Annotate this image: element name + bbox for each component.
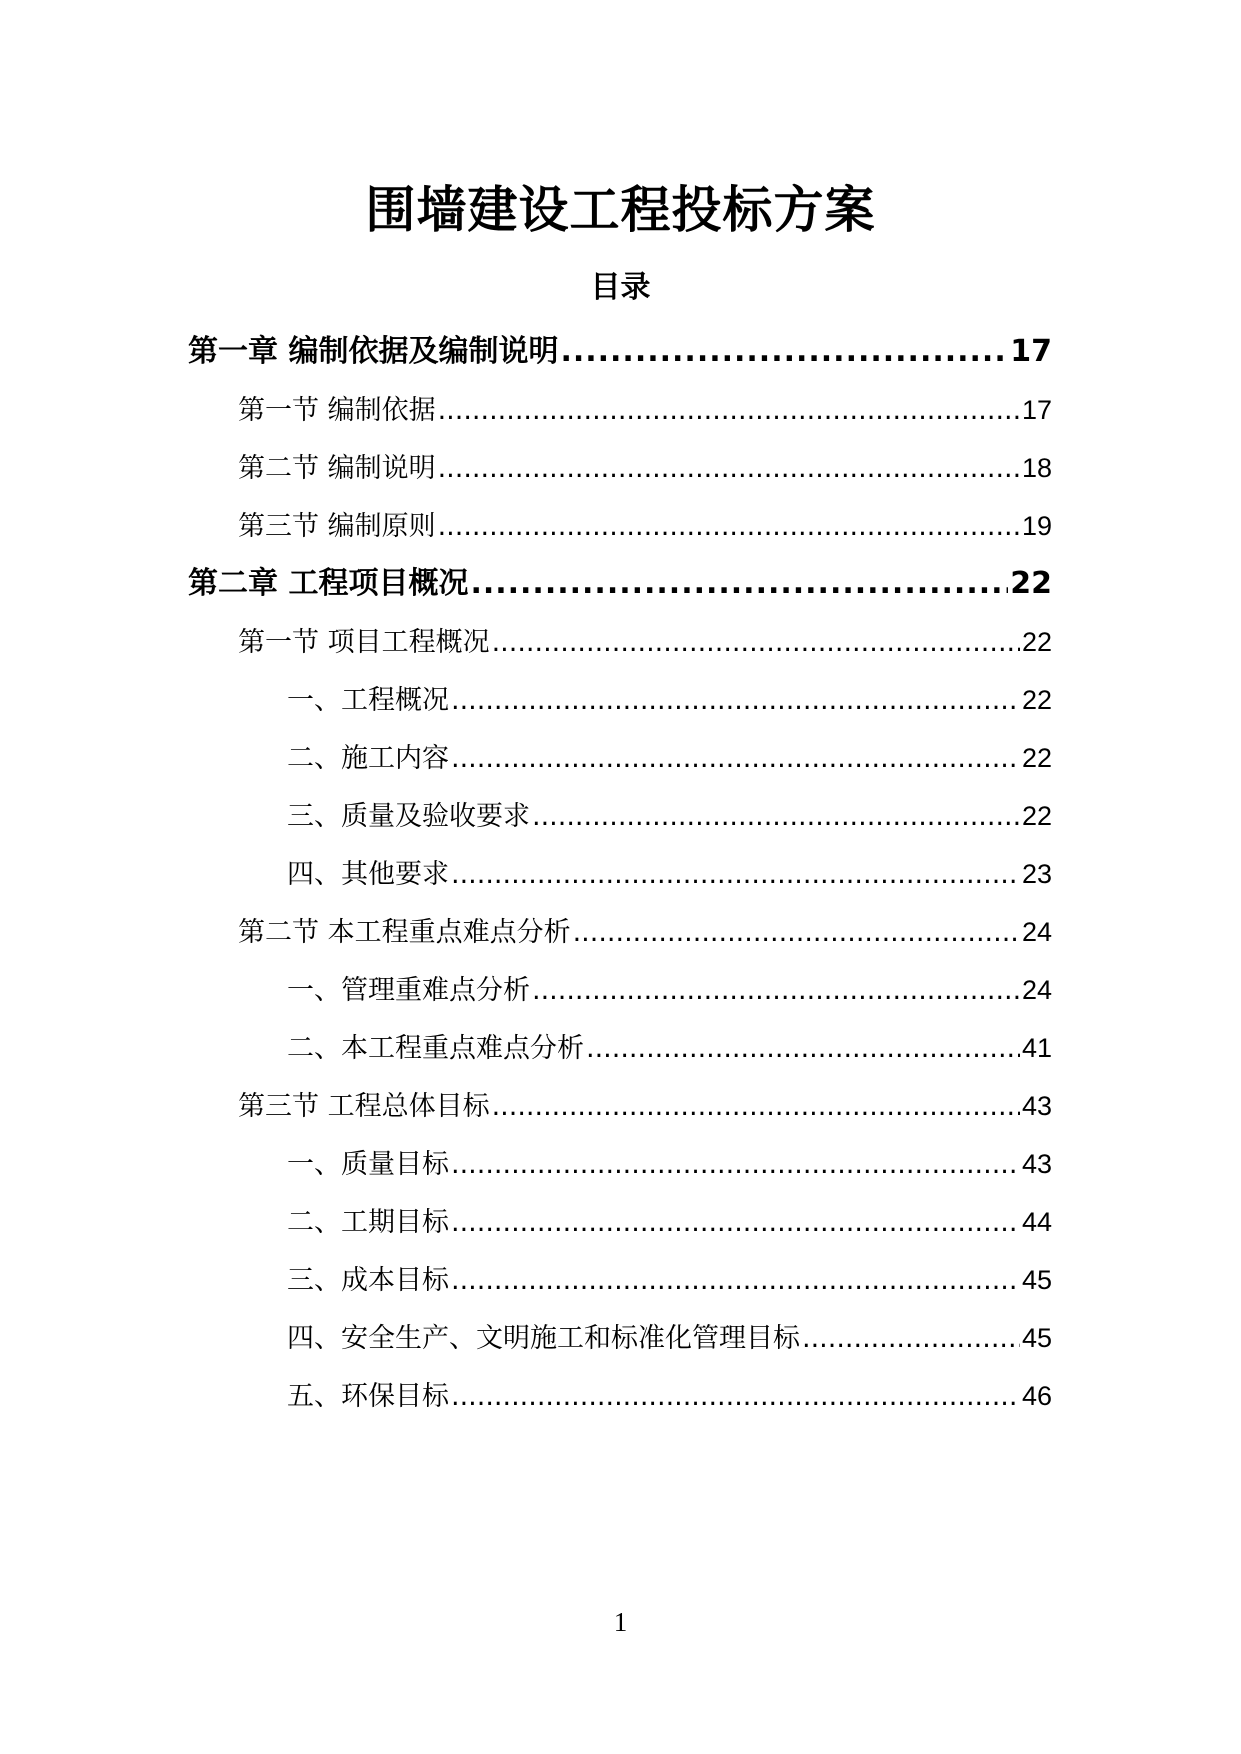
toc-entry-text: 四、其他要求 (287, 859, 449, 890)
toc-entry-subsection[interactable] (287, 850, 1052, 898)
toc-entry-section[interactable] (238, 908, 1052, 956)
dot-leader (451, 735, 1020, 782)
toc-entry-text: 第三节 工程总体目标 (238, 1091, 490, 1122)
toc-entry-text: 二、本工程重点难点分析 (287, 1033, 584, 1064)
toc-heading: 目录 (590, 270, 651, 305)
toc-entry-page: 45 (1021, 1265, 1052, 1295)
dot-leader (532, 793, 1020, 840)
document-title: 围墙建设工程投标方案 (365, 181, 876, 239)
toc-entry-text: 第三节 编制原则 (238, 511, 436, 542)
toc-entry-section[interactable] (238, 444, 1052, 492)
toc-entry-text: 二、施工内容 (287, 743, 449, 774)
toc-entry-subsection[interactable] (287, 734, 1052, 782)
dot-leader (802, 1315, 1020, 1362)
toc-entry-text: 三、成本目标 (287, 1265, 449, 1296)
page-number: 1 (613, 1607, 628, 1637)
dot-leader (438, 387, 1020, 434)
dot-leader (470, 560, 1008, 608)
toc-entry-subsection[interactable] (287, 792, 1052, 840)
toc-entry-page: 43 (1021, 1149, 1052, 1179)
toc-entry-subsection[interactable] (287, 1140, 1052, 1188)
toc-entry-text: 第一节 编制依据 (238, 395, 436, 426)
toc-entry-text: 第一章 编制依据及编制说明 (188, 334, 559, 369)
toc-entry-page: 24 (1021, 917, 1052, 947)
dot-leader (492, 1083, 1020, 1130)
toc-entry-page: 18 (1021, 453, 1052, 483)
toc-entry-subsection[interactable] (287, 1372, 1052, 1420)
dot-leader (438, 445, 1020, 492)
toc-entry-chapter-2[interactable] (188, 560, 1052, 608)
dot-leader (573, 909, 1020, 956)
dot-leader (451, 1373, 1020, 1420)
toc-entry-page: 46 (1021, 1381, 1052, 1411)
toc-entry-page: 22 (1010, 566, 1052, 601)
toc-entry-text: 第二章 工程项目概况 (188, 566, 469, 601)
toc-entry-text: 二、工期目标 (287, 1207, 449, 1238)
toc-entry-page: 19 (1021, 511, 1052, 541)
toc-entry-text: 一、工程概况 (287, 685, 449, 716)
toc-entry-section[interactable] (238, 502, 1052, 550)
toc-entry-page: 22 (1021, 685, 1052, 715)
toc-entry-page: 17 (1010, 334, 1052, 369)
toc-entry-section[interactable] (238, 386, 1052, 434)
toc-entry-text: 四、安全生产、文明施工和标准化管理目标 (287, 1323, 800, 1354)
toc-entry-subsection[interactable] (287, 966, 1052, 1014)
dot-leader (451, 851, 1020, 898)
dot-leader (451, 1141, 1020, 1188)
toc-entry-page: 41 (1021, 1033, 1052, 1063)
dot-leader (560, 328, 1008, 376)
dot-leader (451, 1199, 1020, 1246)
toc-entry-section[interactable] (238, 1082, 1052, 1130)
toc-entry-subsection[interactable] (287, 1314, 1052, 1362)
toc-entry-text: 第二节 本工程重点难点分析 (238, 917, 571, 948)
dot-leader (438, 503, 1020, 550)
toc-entry-page: 23 (1021, 859, 1052, 889)
toc-entry-page: 24 (1021, 975, 1052, 1005)
toc-entry-page: 44 (1021, 1207, 1052, 1237)
toc-entry-text: 一、质量目标 (287, 1149, 449, 1180)
toc-entry-text: 第一节 项目工程概况 (238, 627, 490, 658)
toc-entry-page: 43 (1021, 1091, 1052, 1121)
toc-entry-page: 22 (1021, 627, 1052, 657)
toc-entry-subsection[interactable] (287, 676, 1052, 724)
dot-leader (451, 1257, 1020, 1304)
toc-entry-subsection[interactable] (287, 1024, 1052, 1072)
toc-entry-page: 22 (1021, 743, 1052, 773)
toc-entry-text: 第二节 编制说明 (238, 453, 436, 484)
toc-entry-section[interactable] (238, 618, 1052, 666)
toc-entry-page: 45 (1021, 1323, 1052, 1353)
dot-leader (451, 677, 1020, 724)
dot-leader (586, 1025, 1020, 1072)
toc-entry-subsection[interactable] (287, 1198, 1052, 1246)
dot-leader (492, 619, 1020, 666)
toc-entry-text: 五、环保目标 (287, 1381, 449, 1412)
toc-entry-page: 22 (1021, 801, 1052, 831)
toc-entry-text: 一、管理重难点分析 (287, 975, 530, 1006)
toc-entry-page: 17 (1021, 395, 1052, 425)
dot-leader (532, 967, 1020, 1014)
toc-entry-subsection[interactable] (287, 1256, 1052, 1304)
toc-entry-chapter-1[interactable] (188, 328, 1052, 376)
toc-entry-text: 三、质量及验收要求 (287, 801, 530, 832)
